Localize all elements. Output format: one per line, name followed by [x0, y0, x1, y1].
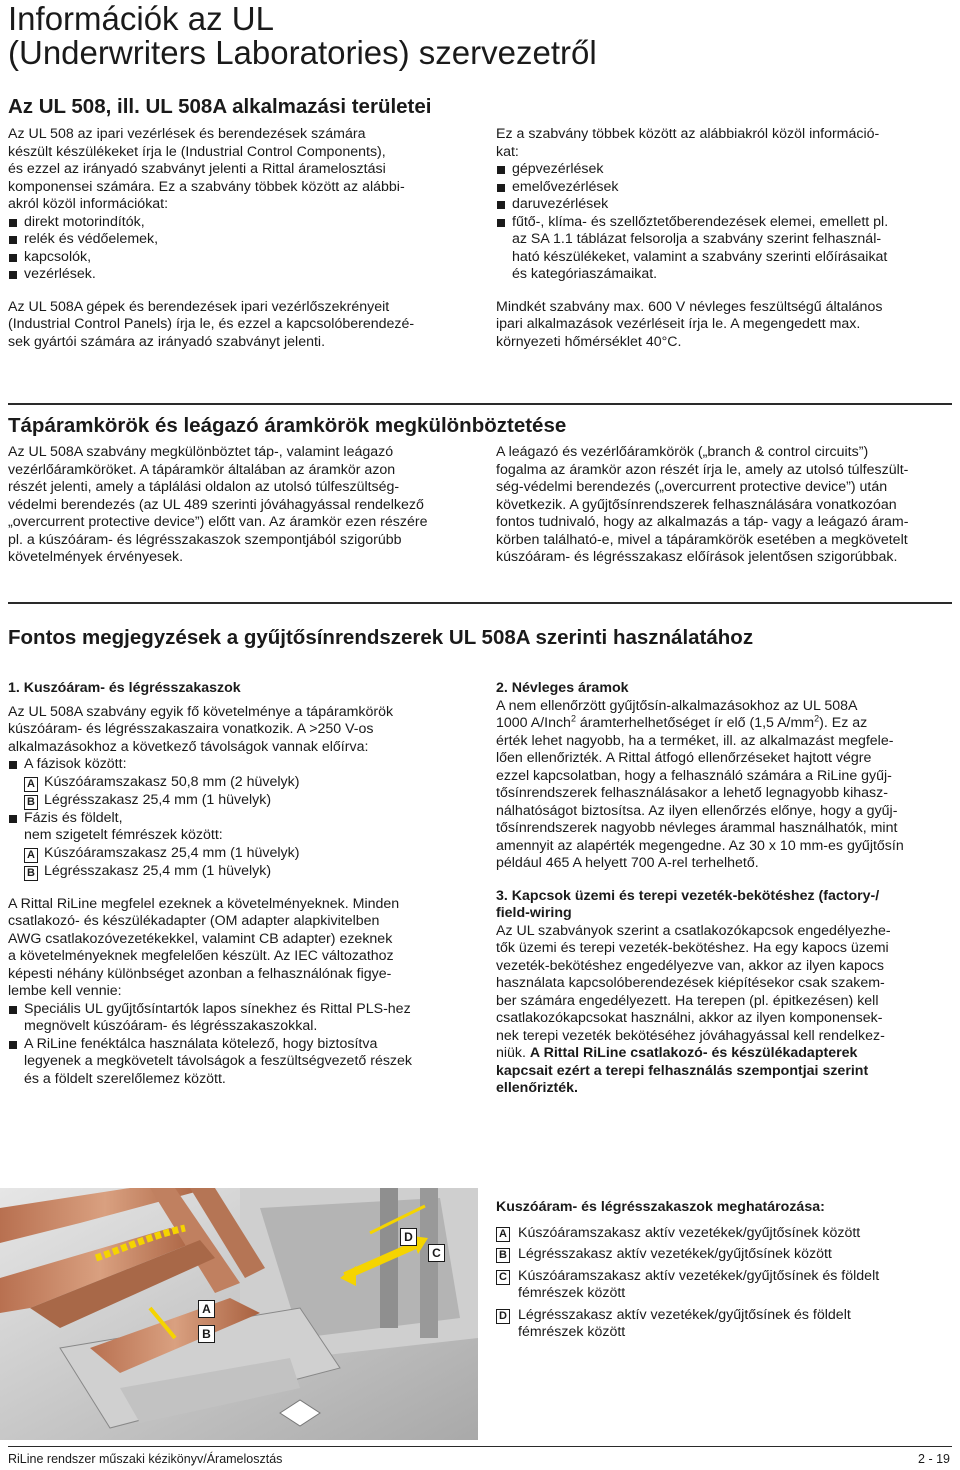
text-line: Kúszóáramszakasz aktív vezetékek/gyűjtősínek között: [518, 1224, 861, 1241]
text-line: Az UL 508A gépek és berendezések ipari vezérlőszekrényeit: [8, 298, 390, 315]
section-1-heading: Az UL 508, ill. UL 508A alkalmazási területei: [8, 95, 432, 118]
text-line: alkalmazásokhoz a következő távolságok vannak előírva:: [8, 738, 369, 755]
text-line: kat:: [496, 143, 519, 160]
text-line: ható készülékeket, valamint a szabvány szerinti előírásaikat: [512, 248, 888, 265]
text-line: védelmi berendezés (az UL 489 szerinti jóváhagyással rendelkező: [8, 496, 424, 513]
bullet-square-icon: [9, 761, 17, 769]
bullet-text: [512, 214, 956, 284]
page-title-line-1: Információk az UL: [8, 0, 274, 37]
letter-box: D: [496, 1309, 510, 1324]
text-line: érték lehet nagyobb, ha a terméket, ill. az alkalmazást megfele-: [496, 732, 894, 749]
section-3-heading: Fontos megjegyzések a gyűjtősínrendszerek UL 508A szerinti használatához: [8, 626, 754, 649]
letter-box: C: [496, 1270, 510, 1285]
text-line: használata kapcsolóberendezések kiépítésekor csak szakem-: [496, 975, 885, 991]
page-title: [8, 2, 948, 70]
busbar-illustration: [0, 1188, 478, 1440]
text-line: részét jelenti, amely a táplálási oldalon az utolsó túlfeszültség-: [8, 479, 400, 495]
subheading-1: 1. Kuszóáram- és légrésszakaszok: [8, 680, 241, 696]
text-line: akról közöl információkat:: [8, 196, 169, 212]
text-line: Speciális UL gyűjtősíntartók lapos sínekhez és Rittal PLS-hez: [24, 1000, 411, 1017]
bullet-text: A fázisok között:: [24, 756, 127, 772]
section-2-right-column: [496, 444, 956, 567]
text-line: fogalma az áramkör azon részét írja le, amely az utolsó túlfeszült-: [496, 461, 909, 478]
text-line: (Industrial Control Panels) írja le, és ezzel a kapcsolóberendezé-: [8, 316, 415, 332]
bullet-text: kapcsolók,: [24, 248, 92, 265]
legend-text: [518, 1307, 851, 1342]
text-line: Az UL 508A szabvány megkülönböztet táp-, valamint leágazó: [8, 444, 394, 460]
bullet-item: [496, 214, 956, 284]
bullet-text: [24, 810, 478, 845]
section-divider: [8, 403, 952, 405]
bullet-text: [24, 1036, 478, 1089]
text-line: fémrészek között: [518, 1324, 626, 1340]
busbar-illustration-svg: [0, 1188, 478, 1440]
text-line: ezzel kapcsolatban, hogy a felhasználó számára a RiLine gyűj-: [496, 767, 892, 784]
bullet-text: [24, 1001, 478, 1036]
bullet-item: [8, 249, 478, 267]
bullet-square-icon: [497, 201, 505, 209]
text-line: sek gyártói számára az irányadó szabványt jelenti.: [8, 333, 326, 350]
text-line: követelmények érvényesek.: [8, 549, 184, 565]
bullet-text: vezérlések.: [24, 266, 96, 282]
bullet-text: emelővezérlések: [512, 178, 619, 195]
text-line: A RiLine fenéktálca használata kötelező, hogy biztosítva: [24, 1035, 378, 1052]
bullet-item: [8, 266, 478, 284]
text-line: fontos tudnivaló, hogy az alkalmazás a táp- vagy a leágazó áram-: [496, 514, 909, 530]
text-line: A nem ellenőrzött gyűjtősín-alkalmazásokhoz az UL 508A: [496, 697, 858, 714]
text-fragment: 1000 A/Inch: [496, 715, 571, 731]
text-fragment: ). Ez az: [819, 715, 868, 731]
text-line: „overcurrent protective device”) előtt van. Az áramkör ezen részére: [8, 514, 428, 530]
text-line: [496, 1045, 956, 1063]
figure-label-b: B: [198, 1325, 215, 1343]
spacing-text: Kúszóáramszakasz 25,4 mm (1 hüvelyk): [44, 844, 300, 861]
text-line: AWG csatlakozóvezetékekkel, valamint CB adapter) ezeknek: [8, 930, 393, 947]
footer-divider: [8, 1446, 952, 1447]
footer-left: RiLine rendszer műszaki kézikönyv/Áramelosztás: [8, 1452, 283, 1466]
section-2-left-column: [8, 444, 478, 567]
spacing-text: Légrésszakasz 25,4 mm (1 hüvelyk): [44, 791, 272, 808]
text-line: az SA 1.1 táblázat felsorolja a szabvány szerint felhasznál-: [512, 231, 882, 247]
text-line: nem szigetelt fémrészek között:: [24, 827, 223, 843]
text-line: vezérlőáramköröket. A tápáramkör általában az áramkör azon: [8, 461, 396, 478]
text-line: és kategóriaszámaikat.: [512, 266, 658, 282]
text-line: készült készülékeket írja le (Industrial Control Components),: [8, 143, 386, 160]
spacing-item: [8, 845, 478, 863]
section-3-right-column: [496, 680, 956, 1098]
bullet-square-icon: [497, 219, 505, 227]
bullet-square-icon: [497, 184, 505, 192]
legend-item-a: [496, 1225, 956, 1243]
bullet-text: daruvezérlések: [512, 196, 609, 212]
bold-line: ellenőrizték.: [496, 1080, 579, 1096]
text-line: amennyit az alapérték megengedne. Az 30 x 10 mm-es gyűjtősín: [496, 837, 904, 854]
figure-legend: [496, 1199, 956, 1346]
bullet-item: [8, 1001, 478, 1036]
letter-box: B: [24, 795, 38, 810]
text-line: következik. A gyűjtősínrendszerek felhasználására vonatkozóan: [496, 496, 897, 513]
text-line: vezeték-bekötéshez engedélyezve van, akkor az ilyen kapocs: [496, 957, 885, 974]
bullet-square-icon: [9, 271, 17, 279]
legend-item-c: [496, 1268, 956, 1303]
s1-left-p1: [8, 126, 478, 214]
text-line: lően ellenőrizték. A Rittal átfogó ellenőrzéseket hajtott végre: [496, 750, 872, 766]
spacing-text: Kúszóáramszakasz 50,8 mm (2 hüvelyk): [44, 773, 300, 790]
text-line: megnövelt kúszóáram- és légrésszakaszokkal.: [24, 1018, 318, 1034]
bullet-item: [496, 196, 956, 214]
bullet-text: direkt motorindítók,: [24, 213, 145, 230]
text-line: Légrésszakasz aktív vezetékek/gyűjtősínek között: [518, 1246, 832, 1262]
spacing-item: [8, 792, 478, 810]
legend-text: [518, 1268, 879, 1303]
text-line: Légrésszakasz aktív vezetékek/gyűjtősínek és földelt: [518, 1306, 851, 1323]
legend-item-d: [496, 1307, 956, 1342]
text-line: képesti néhány különbséget azonban a felhasználónak figye-: [8, 965, 392, 982]
text-fragment: niük.: [496, 1045, 530, 1061]
bullet-item: [8, 231, 478, 249]
bullet-square-icon: [9, 815, 17, 823]
figure-label-c: C: [428, 1244, 445, 1262]
spacing-text: Légrésszakasz 25,4 mm (1 hüvelyk): [44, 862, 272, 879]
letter-box: A: [24, 777, 38, 792]
bullet-item: [8, 810, 478, 845]
text-line: fémrészek között: [518, 1285, 626, 1301]
bullet-square-icon: [9, 254, 17, 262]
text-line: A Rittal RiLine megfelel ezeknek a követelményeknek. Minden: [8, 895, 400, 912]
superscript: 2: [814, 713, 820, 724]
section-1-left-column: [8, 126, 478, 351]
spacing-item: [8, 863, 478, 881]
bullet-item: [8, 756, 478, 774]
bullet-item: [8, 214, 478, 232]
bullet-text: gépvezérlések: [512, 161, 604, 177]
text-line: Kúszóáramszakasz aktív vezetékek/gyűjtősínek és földelt: [518, 1267, 880, 1284]
text-line: nek terepi vezeték bekötéséhez jóváhagyással kell rendelkez-: [496, 1027, 885, 1044]
text-line: fűtő-, klíma- és szellőztetőberendezések elemei, emellett pl.: [512, 213, 889, 230]
bullet-square-icon: [9, 236, 17, 244]
figure-label-a: A: [198, 1300, 215, 1318]
legend-text: [518, 1246, 832, 1264]
text-line: ség-védelmi berendezés („overcurrent protective device”) után: [496, 479, 888, 495]
superscript: 2: [570, 713, 576, 724]
text-line: körben található-e, mivel a tápáramkörök esetében a megkövetelt: [496, 531, 908, 548]
text-line: Az UL 508 az ipari vezérlések és berendezések számára: [8, 126, 366, 142]
text-line: csatlakozó- és készülékadapter (OM adapter alapkivitelben: [8, 913, 380, 929]
bullet-square-icon: [9, 219, 17, 227]
text-line: környezeti hőmérséklet 40°C.: [496, 333, 682, 350]
text-line: Az UL szabványok szerint a csatlakozókapcsok engedélyezhe-: [496, 922, 891, 939]
s1-left-p2: [8, 299, 478, 352]
subheading-3: 3. Kapcsok üzemi és terepi vezeték-bekötéshez (factory-/: [496, 887, 880, 904]
text-line: és a földelt szerelőlemez között.: [24, 1070, 226, 1087]
text-line: és ezzel az irányadó szabványt jelenti a Rittal áramelosztási: [8, 161, 386, 177]
section-2-heading: Tápáramkörök és leágazó áramkörök megkülönböztetése: [8, 414, 567, 437]
section-divider: [8, 602, 952, 604]
bullet-square-icon: [9, 1041, 17, 1049]
letter-box: B: [24, 866, 38, 881]
bullet-square-icon: [9, 1006, 17, 1014]
bullet-text: relék és védőelemek,: [24, 231, 159, 247]
text-line: Az UL 508A szabvány egyik fő követelménye a tápáramkörök: [8, 703, 394, 720]
legend-item-b: [496, 1246, 956, 1264]
text-line: tősínrendszerek felhasználásakor a lehető legnagyobb kihasz-: [496, 785, 888, 801]
bold-line: kapcsait ezért a terepi felhasználás szempontjai szerint: [496, 1062, 869, 1079]
text-line: A leágazó és vezérlőáramkörök („branch & control circuits”): [496, 444, 869, 460]
text-line: tősínrendszerek nagyobb névleges árammal használhatók, mint: [496, 820, 898, 836]
text-line: kúszóáram- és légrésszakasz előírások jelentősen szigorúbbak.: [496, 549, 898, 565]
text-line: ber számára engedélyezett. Ha terepen (pl. épitkezésen) kell: [496, 992, 879, 1009]
text-line: komponensei számára. Ez a szabvány többek között az alábbi-: [8, 178, 405, 195]
figure-label-d: D: [400, 1228, 417, 1246]
letter-box: B: [496, 1248, 510, 1263]
letter-box: A: [496, 1227, 510, 1242]
bullet-item: [8, 1036, 478, 1089]
legend-title: Kuszóáram- és légrésszakaszok meghatározása:: [496, 1199, 825, 1215]
bullet-item: [496, 179, 956, 197]
letter-box: A: [24, 848, 38, 863]
text-line: pl. a kúszóáram- és légrésszakaszok szempontjából szigorúbb: [8, 531, 402, 548]
section-1-right-column: [496, 126, 956, 351]
text-line: Fázis és földelt,: [24, 809, 123, 826]
page-title-line-2: (Underwriters Laboratories) szervezetről: [8, 34, 597, 71]
text-line: legyenek a megkövetelt távolságok a feszültségvezető részek: [24, 1053, 413, 1069]
text-line: kúszóáram- és légrésszakaszaira vonatkozik. A >250 V-os: [8, 721, 374, 737]
text-fragment: áramterhelhetőséget ír elő (1,5 A/mm: [575, 715, 815, 731]
subheading-3: field-wiring: [496, 905, 572, 921]
legend-text: [518, 1225, 860, 1243]
bold-fragment: A Rittal RiLine csatlakozó- és készülékadapterek: [529, 1045, 858, 1061]
text-line: a követelményeknek megfelelően készült. Az IEC változathoz: [8, 948, 394, 964]
text-line: nálhatóságot biztosítsa. Az ilyen ellenőrzés előnye, hogy a gyűj-: [496, 802, 898, 819]
text-line: csatlakozókapcsokat használni, akkor az ilyen komponensek-: [496, 1010, 883, 1026]
text-line: ipari alkalmazások vezérléseit írja le. A megengedett max.: [496, 316, 861, 332]
text-line: Mindkét szabvány max. 600 V névleges feszültségű általános: [496, 298, 883, 315]
section-3-left-column: [8, 680, 478, 1088]
text-line: lembe kell vennie:: [8, 983, 122, 999]
text-line: [496, 715, 956, 733]
spacing-item: [8, 774, 478, 792]
text-line: például 465 A helyett 700 A-rel terhelhető.: [496, 855, 759, 871]
bullet-item: [496, 161, 956, 179]
footer-page-number: 2 - 19: [918, 1452, 950, 1466]
text-line: tők üzemi és terepi vezeték-bekötéshez. Ha egy kapocs üzemi: [496, 940, 889, 956]
subheading-2: 2. Névleges áramok: [496, 680, 629, 696]
bullet-square-icon: [497, 166, 505, 174]
text-line: Ez a szabvány többek között az alábbiakról közöl információ-: [496, 126, 880, 142]
